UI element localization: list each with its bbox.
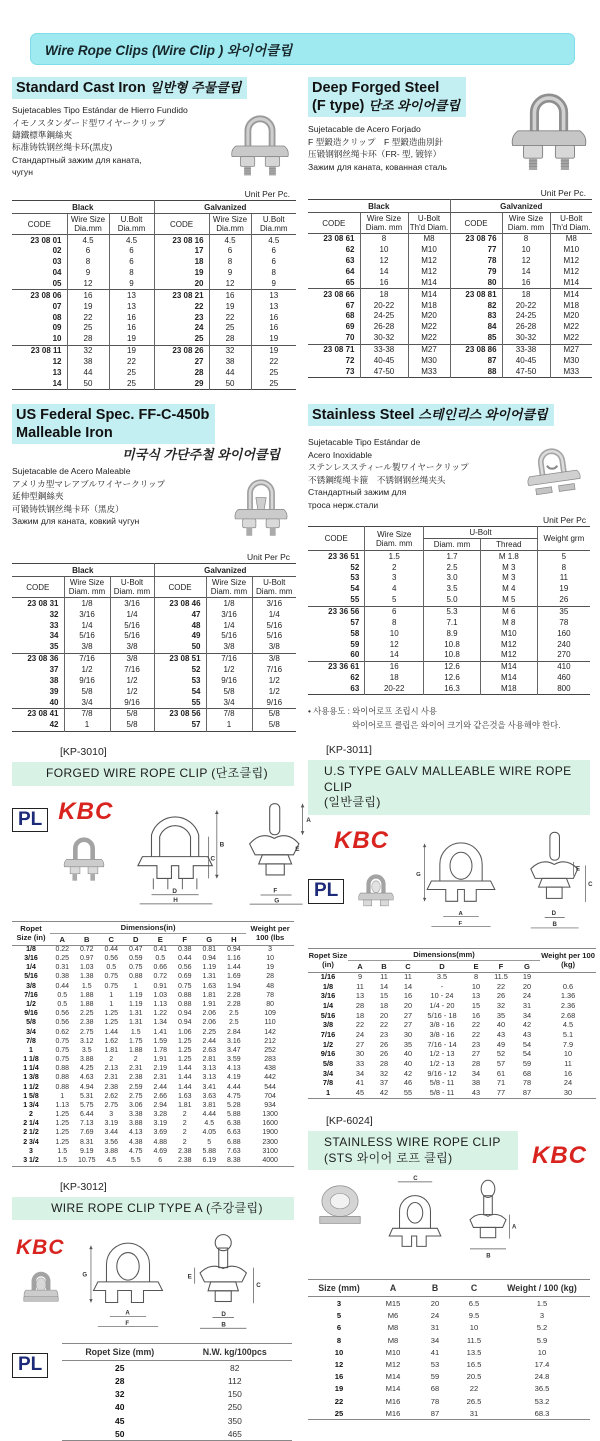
- text-line: Sujetacable de Acero Forjado: [308, 124, 421, 135]
- clip-photo-small: [16, 1260, 66, 1318]
- clip-front-diagram: [372, 1176, 458, 1277]
- column-group-galvanized: Galvanized: [450, 200, 592, 213]
- table-row: 1/2 0.5 1.88 1 1.19 1.13 0.88 1.91 2.28 80: [26, 1001, 274, 1008]
- table-row: 13 44 25 28 44 25: [12, 367, 296, 378]
- bottom-left-column: [8, 734, 312, 1441]
- svg-text:A: A: [512, 1224, 517, 1231]
- col-header-code: CODE: [27, 219, 51, 229]
- svg-text:D: D: [221, 1311, 226, 1319]
- unit-per-pc-label: Unit Per Pc: [247, 552, 290, 563]
- table-row: 7/8 0.75 3.12 1.62 1.75 1.59 1.25 2.44 3.16 212: [26, 1037, 276, 1045]
- col-header-wire-size: Wire Size Diam. mm: [64, 577, 110, 598]
- table-row: 25 82: [115, 1362, 240, 1373]
- table-row: 1 1/8 0.75 3.88 2 2 1.91 1.25 2.81 3.59 283: [23, 1056, 276, 1064]
- kp6024-header: STAINLESS WIRE ROPE CLIP (STS 와이어 로프 클립): [308, 1131, 518, 1170]
- table-row: 54 4 3.5 M 4 19: [308, 584, 590, 595]
- col-header-wire-size: Wire Size Diam. mm: [206, 577, 252, 598]
- table-row: 23 08 66 18 M14 23 08 81 18 M14: [308, 289, 592, 300]
- table-row: 1/16 9 11 11 3.5 8 11.5 19: [320, 972, 532, 982]
- section-standard-cast-iron: [8, 77, 300, 390]
- svg-text:E: E: [187, 1273, 192, 1281]
- text-line: 不锈鋼缆绳卡箍 不锈钢钢丝绳夹头: [308, 474, 446, 485]
- table-row: 23 08 31 1/8 3/16 23 08 46 1/8 3/16: [12, 598, 296, 609]
- kp3012-weight-table: [62, 1343, 292, 1441]
- table-row: 7/16 24 23 30 3/8 - 16 22 43 43 5.1: [320, 1030, 574, 1040]
- section-title: Standard Cast Iron 일반형 주물클립: [12, 77, 247, 99]
- text-line: 延伸型鋼絲夾: [12, 491, 64, 502]
- clip-photo-small: [308, 1176, 372, 1236]
- table-row: 63 12 M12 78 12 M12: [308, 256, 592, 267]
- table-row: 2 1/2 1.25 7.69 3.44 4.13 3.69 2 4.05 6.63 1900: [23, 1129, 278, 1137]
- table-row: 57 8 7.1 M 8 78: [308, 617, 590, 628]
- table-row: 38 9/16 1/2 53 9/16 1/2: [12, 675, 296, 686]
- text-line: Sujetacables Tipo Estándar de Hierro Fundido: [12, 105, 188, 116]
- clip-side-diagram: [184, 1228, 266, 1339]
- standard-cast-iron-table: [12, 200, 296, 390]
- svg-text:B: B: [486, 1253, 491, 1260]
- table-row: 23 08 36 7/16 3/8 23 08 51 7/16 3/8: [12, 653, 296, 664]
- table-row: 45 350: [115, 1415, 242, 1426]
- text-line: чугун: [12, 167, 33, 178]
- table-row: 32 150: [115, 1389, 242, 1400]
- table-row: 58 10 8.9 M10 160: [308, 628, 590, 639]
- table-row: 7/8 41 37 46 5/8 - 11 38 71 78 24: [322, 1078, 573, 1088]
- col-header-wire-size: Wire Size Diam. mm: [360, 213, 408, 234]
- col-header-code: CODE: [154, 577, 206, 598]
- clip-front-diagram: [117, 794, 235, 917]
- table-row: 09 25 16 24 25 16: [12, 323, 296, 334]
- table-row: 63 20-22 16.3 M18 800: [308, 684, 590, 695]
- column-group-black: Black: [308, 200, 450, 213]
- table-row: 34 5/16 5/16 49 5/16 5/16: [12, 631, 296, 642]
- text-line: • 사용용도 : 와이어로프 조립시 사용: [308, 706, 437, 717]
- col-header-ubolt: U.Bolt Dia.mm: [251, 214, 296, 235]
- svg-text:D: D: [172, 887, 178, 895]
- table-row: 23 36 51 1.5 1.7 M 1.8 5: [308, 551, 590, 562]
- table-row: 1 3/8 0.88 4.63 2.31 2.38 2.31 1.44 3.13 4.19 442: [23, 1074, 276, 1082]
- col-header-ubolt: U-Bolt Diam. mm: [252, 577, 296, 598]
- svg-text:C: C: [413, 1176, 418, 1183]
- col-header-dimensions: Dimensions(mm): [348, 948, 540, 960]
- text-line: Sujetacable de Acero Maleable: [12, 466, 131, 477]
- svg-text:A: A: [458, 910, 464, 917]
- table-row: 9/16 30 26 40 1/2 - 13 27 52 54 10: [320, 1049, 573, 1059]
- kp6024-table: [308, 1279, 590, 1420]
- col-header-wire-size: Wire Size Diam. mm: [365, 527, 424, 551]
- table-row: 1/8 0.22 0.72 0.44 0.47 0.41 0.38 0.81 0.94 3: [26, 945, 273, 953]
- table-row: 32 3/16 1/4 47 3/16 1/4: [12, 609, 296, 620]
- text-line: ステンレススティール製ワイヤークリップ: [308, 462, 469, 473]
- product-code-kp3012: [KP-3012]: [60, 1180, 107, 1193]
- svg-text:C: C: [210, 854, 216, 862]
- kp3010-header: FORGED WIRE ROPE CLIP (단조클립): [12, 762, 294, 786]
- section-description: [12, 104, 188, 187]
- section-title: Deep Forged Steel (F type) 단조 와이어클립: [308, 77, 466, 117]
- text-line: Зажим для каната, кованная сталь: [308, 161, 447, 172]
- table-row: 1 1/2 0.88 4.94 2.38 2.59 2.44 1.44 3.41 4.44 544: [23, 1083, 276, 1091]
- table-row: 50 465: [115, 1428, 242, 1439]
- kp3012-figures: [12, 1228, 294, 1339]
- svg-text:F: F: [125, 1321, 130, 1328]
- table-row: 2 3/4 1.25 8.31 3.56 4.38 4.88 2 5 6.88 2300: [23, 1138, 278, 1146]
- table-row: 3/8 0.44 1.5 0.75 1 0.91 0.75 1.63 1.94 48: [26, 982, 274, 990]
- svg-text:B: B: [219, 841, 225, 849]
- table-row: 5/16 0.38 1.38 0.75 0.88 0.72 0.69 1.31 1.69 28: [24, 973, 274, 981]
- table-row: 04 9 8 19 9 8: [12, 268, 296, 279]
- table-row: 02 6 6 17 6 6: [12, 246, 296, 257]
- table-row: 2 1.25 6.44 3 3.38 3.28 2 4.44 5.88 1300: [29, 1111, 278, 1119]
- kbc-logo: KBC: [334, 826, 389, 854]
- table-row: 1/4 0.31 1.03 0.5 0.75 0.66 0.56 1.19 1.44 19: [26, 964, 274, 972]
- section-description: [12, 465, 165, 550]
- svg-text:B: B: [221, 1321, 226, 1329]
- col-header-diam: Diam. mm: [424, 539, 481, 551]
- text-line: 와이어로프 클립은 와이어 크기와 같은것을 사용해야 한다.: [352, 719, 561, 730]
- table-row: 52 2 2.5 M 3 8: [308, 562, 590, 573]
- pl-logo: PL: [12, 808, 48, 833]
- col-header-code: CODE: [26, 582, 50, 592]
- col-header-ubolt: U-Bolt: [424, 527, 538, 539]
- table-row: 23 08 11 32 19 23 08 26 32 19: [12, 345, 296, 356]
- text-line: F 型鍛造クリップ F 型鍛造曲別針: [308, 136, 444, 147]
- col-header-wire-size: Wire Size Diam. mm: [502, 213, 550, 234]
- col-header-c: C: [454, 1280, 494, 1297]
- table-row: 1 5/8 1 5.31 2.62 2.75 2.66 1.63 3.63 4.75 704: [23, 1092, 276, 1100]
- table-row: 3 M15 20 6.5 1.5: [336, 1299, 548, 1309]
- section-title-korean: 미국식 가단주철 와이어클립: [122, 447, 280, 463]
- col-header-wire-size: Wire Size Dia.mm: [67, 214, 109, 235]
- table-row: 22 M16 78 26.5 53.2: [334, 1396, 550, 1406]
- section-description: [308, 436, 469, 513]
- text-line: Стандартный зажим для каната,: [12, 154, 142, 165]
- product-code-kp3011: [KP-3011]: [326, 743, 372, 756]
- section-stainless-steel: [300, 404, 592, 732]
- col-header-a: A: [370, 1280, 416, 1297]
- svg-text:G: G: [416, 871, 422, 878]
- kbc-logo: KBC: [16, 1236, 65, 1260]
- table-row: 08 22 16 23 22 16: [12, 312, 296, 323]
- wire-rope-clip-photo: [516, 436, 590, 513]
- column-group-black: Black: [12, 201, 154, 214]
- kp3011-header: U.S TYPE GALV MALLEABLE WIRE ROPE CLIP (일반클립): [308, 760, 590, 815]
- clip-photo-small: [58, 826, 110, 888]
- table-row: 23 36 56 6 5.3 M 6 35: [308, 606, 590, 617]
- col-header-b: B: [416, 1280, 454, 1297]
- wire-rope-clip-photo: [228, 465, 294, 550]
- stainless-steel-table: [308, 526, 590, 695]
- table-row: 65 16 M14 80 16 M14: [308, 277, 592, 288]
- table-row: 40 3/4 9/16 55 3/4 9/16: [12, 697, 296, 708]
- col-header-size: Size (mm): [308, 1280, 370, 1297]
- svg-text:E: E: [295, 845, 300, 853]
- table-row: 60 14 10.8 M12 270: [308, 650, 590, 661]
- page-title-banner: Wire Rope Clips (Wire Clip ) 와이어클립: [30, 33, 575, 65]
- table-row: 23 08 41 7/8 5/8 23 08 56 7/8 5/8: [12, 709, 296, 720]
- svg-text:G: G: [274, 896, 280, 904]
- table-row: 62 18 12.6 M14 460: [308, 673, 590, 684]
- kbc-logo: KBC: [532, 1142, 587, 1170]
- column-group-black: Black: [12, 564, 154, 577]
- svg-text:F: F: [273, 886, 278, 894]
- table-row: 9/16 0.56 2.25 1.25 1.31 1.22 0.94 2.06 2.5 109: [24, 1010, 276, 1018]
- kp3010-dimensions-table: Ropet Size (in) Dimensions(in) Weight per 100 (lbs A B C D E F G H 1/8 0.22 0.72 0.44 0.47 0.41 0.38 0.81 0.94 3 3/16 0.25 0.97 0.56 0.59 0.5 0.44 0.94 1.16 10 1/4 0.31 1.03 0.5 0.75 0.66 0.56 1.19 1.44 19 5/16 0.38 1.38 0.75 0.88 0.72 0.69 1.31 1.69 28 3/8 0.44 1.5 0.75 1 0.91 0.75 1.63 1.94 48 7/16 0.5 1.88 1 1.19 1.03 0.88 1.81 2.28 78 1/2 0.5 1.88 1 1.19 1.13 0.88 1.91 2.28 80 9/16 0.56 2.25 1.25 1.31 1.22 0.94 2.06 2.5 109 5/8 0.56 2.38 1.25 1.31 1.34 0.94 2.06 2.5 110 3/4 0.62 2.75 1.44 1.5 1.41 1.06 2.25 2.84 142 7/8 0.75 3.12 1.62 1.75 1.59 1.25 2.44 3.16 212 1 0.75 3.5 1.81 1.88 1.78 1.25 2.63 3.47 252 1 1/8 0.75 3.88 2 2 1.91 1.25 2.81 3.59 283 1 1/4 0.88 4.25 2.13 2.31 2.19 1.44 3.13 4.13 438 1 3/8 0.88 4.63 2.31 2.38 2.31 1.44 3.13 4.19 442 1 1/2 0.88 4.94 2.38 2.59 2.44 1.44 3.41 4.44 544 1 5/8 1 5.31 2.62 2.75 2.66 1.63 3.63 4.75 704 1 3/4 1.13 5.75 2.75 3.06 2.94 1.81 3.81 5.28 934 2 1.25 6.44 3 3.38 3.28 2 4.44 5.88 1300 2 1/4 1.25 7.13 3.19 3.88 3.19 2 4.5 6.38 1600 2 1/2 1.25 7.69 3.44 4.13 3.69 2 4.05 6.63 1900 2 3/4 1.25 8.31 3.56 4.38 4.88 2 5 6.88 2300 3 1.5 9.19 3.88 4.75 4.69 2.38 5.88 7.63 3100 3 1/2 1.5 10.75 4.5 5.5 6 2.38 6.19 8.38 4000: [12, 921, 294, 1167]
- section-deep-forged-steel: [300, 77, 592, 390]
- wire-rope-clip-photo: [508, 77, 590, 186]
- col-header-dimensions: Dimensions(in): [50, 921, 246, 933]
- text-line: троса нерж.стали: [308, 499, 379, 510]
- table-row: 1/2 27 26 35 7/16 - 14 23 49 54 7.9: [322, 1039, 574, 1049]
- svg-text:C: C: [588, 880, 593, 888]
- table-row: 23 08 01 4.5 4.5 23 08 16 4.5 4.5: [12, 235, 296, 246]
- col-header-ubolt: U-Bolt Diam. mm: [110, 577, 154, 598]
- svg-text:D: D: [551, 909, 557, 917]
- text-line: Sujetacable Tipo Estándar de: [308, 437, 421, 448]
- table-row: 59 12 10.8 M12 240: [308, 639, 590, 650]
- table-row: 2 1/4 1.25 7.13 3.19 3.88 3.19 2 4.5 6.38 1600: [23, 1120, 278, 1128]
- us-federal-table: [12, 563, 296, 731]
- wire-rope-clip-photo: [226, 104, 294, 187]
- table-row: 3/4 0.62 2.75 1.44 1.5 1.41 1.06 2.25 2.84 142: [26, 1028, 276, 1036]
- col-header-rope-size: Ropet Size (in): [308, 951, 348, 970]
- kbc-logo: KBC: [58, 797, 114, 825]
- table-row: 19 M14 68 22 36.5: [334, 1384, 550, 1394]
- table-row: 10 M10 41 13.5 10: [334, 1347, 547, 1357]
- pl-logo: PL: [308, 879, 344, 904]
- section-us-federal: [8, 404, 300, 732]
- deep-forged-steel-table: [308, 199, 592, 378]
- clip-side-diagram: [458, 1176, 518, 1277]
- table-row: 40 250: [115, 1402, 242, 1413]
- table-row: 28 112: [115, 1376, 242, 1387]
- col-header-code: CODE: [324, 534, 348, 544]
- table-row: 1/8 11 14 14 - 10 22 20 0.6: [322, 981, 574, 991]
- kp3011-dimensions-table: Ropet Size (in) Dimensions(mm) Weight per 100 (kg) A B C D E F G 1/16 9 11 11 3.5 8 11.5 19 1/8 11 14 14 - 10 22 20 0.6 3/16 13 15 16 10 - 24 13 26 24 1.36 1/4 28 18 20 1/4 - 20 15 32 31 2.36 5/16 18 20 27 5/16 - 18 16 35 34 2.68 3/8 22 22 27 3/8 - 16 22 40 42 4.5 7/16 24 23 30 3/8 - 16 22 43 43 5.1 1/2 27 26 35 7/16 - 14 23 49 54 7.9 9/16 30 26 40 1/2 - 13 27 52 54 10 5/8 33 28 40 1/2 - 13 28 57 59 11 3/4 34 32 42 9/16 - 12 34 61 68 16 7/8 41 37 46 5/8 - 11 38 71 78 24 1 45 42 55 5/8 - 11 43 77 87 30: [308, 948, 596, 1100]
- table-row: 3 1.5 9.19 3.88 4.75 4.69 2.38 5.88 7.63 3100: [29, 1147, 278, 1155]
- table-row: 10 28 19 25 28 19: [12, 334, 296, 345]
- column-group-galvanized: Galvanized: [154, 564, 296, 577]
- col-header-weight: Weight per 100 (kg): [541, 951, 595, 970]
- table-row: 68 24-25 M20 83 24-25 M20: [308, 311, 592, 322]
- section-title: US Federal Spec. FF-C-450b Malleable Iron: [12, 404, 215, 444]
- table-row: 35 3/8 3/8 50 3/8 3/8: [12, 642, 296, 653]
- table-row: 23 08 71 33-38 M27 23 08 86 33-38 M27: [308, 344, 592, 355]
- text-line: 标准铸铁钢丝绳卡环(黑皮): [12, 142, 113, 153]
- table-row: 16 M14 59 20.5 24.8: [334, 1372, 550, 1382]
- table-row: 14 50 25 29 50 25: [12, 378, 296, 389]
- table-row: 67 20-22 M18 82 20-22 M18: [308, 300, 592, 311]
- section-description: [308, 123, 466, 173]
- table-row: 62 10 M10 77 10 M10: [308, 245, 592, 256]
- svg-text:A: A: [125, 1310, 130, 1317]
- table-row: 5/16 18 20 27 5/16 - 18 16 35 34 2.68: [320, 1010, 576, 1020]
- table-row: 6 M8 31 10 5.2: [336, 1323, 548, 1333]
- kp3010-figures: [12, 794, 312, 917]
- table-row: 64 14 M12 79 14 M12: [308, 267, 592, 278]
- table-row: 73 47-50 M33 88 47-50 M33: [308, 366, 592, 377]
- table-row: 3 1/2 1.5 10.75 4.5 5.5 6 2.38 6.19 8.38 4000: [23, 1156, 278, 1164]
- clip-front-diagram: [72, 1228, 184, 1339]
- col-header-weight: Weight / 100 (kg): [494, 1280, 590, 1297]
- text-line: イモノスタンダード型ワイヤークリップ: [12, 117, 166, 128]
- svg-text:C: C: [256, 1282, 261, 1290]
- table-row: 3/16 13 15 16 10 - 24 13 26 24 1.36: [320, 991, 576, 1001]
- col-header-code: CODE: [154, 214, 209, 235]
- top-row: [0, 77, 600, 390]
- table-row: 3/8 22 22 27 3/8 - 16 22 40 42 4.5: [322, 1020, 574, 1030]
- unit-per-pc-label: Unit Per Pc.: [540, 188, 586, 198]
- product-code-kp6024: [KP-6024]: [326, 1115, 373, 1128]
- table-row: 7/16 0.5 1.88 1 1.19 1.03 0.88 1.81 2.28 78: [24, 991, 274, 999]
- table-row: 1 45 42 55 5/8 - 11 43 77 87 30: [325, 1088, 573, 1098]
- col-header-code: CODE: [450, 213, 502, 234]
- col-header-weight: Weight per 100 (lbs: [250, 924, 290, 943]
- usage-note: [308, 705, 590, 732]
- text-line: 压锻钢钢丝绳卡环（FR- 型, 镀锌）: [308, 149, 442, 160]
- svg-text:E: E: [576, 865, 581, 873]
- col-header-rope-size: Ropet Size (mm): [62, 1344, 177, 1361]
- text-line: 鑄鐵標準鋼絲夾: [12, 130, 73, 141]
- table-row: 3/4 34 32 42 9/16 - 12 34 61 68 16: [322, 1068, 573, 1078]
- table-row: 23 08 61 8 M8 23 08 76 8 M8: [308, 234, 592, 245]
- text-line: 可锻铸铁钢丝绳卡环（黑皮）: [12, 503, 124, 514]
- table-row: 03 8 6 18 8 6: [12, 257, 296, 268]
- table-row: 1 3/4 1.13 5.75 2.75 3.06 2.94 1.81 3.81 5.28 934: [23, 1101, 276, 1109]
- text-line: Acero Inoxidable: [308, 449, 373, 460]
- table-row: 55 5 5.0 M 5 26: [308, 595, 590, 606]
- kp3011-figures: [308, 823, 593, 944]
- table-row: 12 38 22 27 38 22: [12, 357, 296, 368]
- table-row: 1/4 28 18 20 1/4 - 20 15 32 31 2.36: [322, 1001, 576, 1011]
- col-header-rope-size: Ropet Size (in): [16, 924, 46, 943]
- svg-text:H: H: [173, 896, 179, 904]
- section-title: Stainless Steel 스테인리스 와이어클립: [308, 404, 554, 426]
- table-row: 72 40-45 M30 87 40-45 M30: [308, 355, 592, 366]
- table-row: 23 36 61 16 12.6 M14 410: [308, 661, 590, 672]
- bottom-right-column: [300, 734, 595, 1441]
- text-line: アメリカ型マレアブルワイヤークリップ: [12, 478, 166, 489]
- table-row: 53 3 3.0 M 3 11: [308, 573, 590, 584]
- unit-per-pc-label: Unit Per Pc: [543, 515, 586, 526]
- bottom-row: [0, 734, 600, 1441]
- product-code-kp3010: [KP-3010]: [60, 745, 107, 758]
- col-header-weight: Weight grm: [537, 527, 590, 551]
- table-row: 5/8 33 28 40 1/2 - 13 28 57 59 11: [322, 1059, 572, 1069]
- table-row: 1 1/4 0.88 4.25 2.13 2.31 2.19 1.44 3.13 4.13 438: [23, 1065, 276, 1073]
- unit-per-pc-label: Unit Per Pc.: [244, 189, 290, 200]
- table-row: 1 0.75 3.5 1.81 1.88 1.78 1.25 2.63 3.47 252: [29, 1046, 276, 1054]
- table-row: 37 1/2 7/16 52 1/2 7/16: [12, 665, 296, 676]
- table-row: 8 M8 34 11.5 5.9: [336, 1335, 548, 1345]
- table-row: 12 M12 53 16.5 17.4: [334, 1360, 550, 1370]
- col-header-thread: Thread: [480, 539, 537, 551]
- kp3012-header: WIRE ROPE CLIP TYPE A (주강클립): [12, 1197, 294, 1221]
- col-header-ubolt: U-Bolt Th'd Diam.: [550, 213, 592, 234]
- svg-text:F: F: [458, 920, 463, 927]
- table-row: 07 19 13 22 19 13: [12, 301, 296, 312]
- table-row: 69 26-28 M22 84 26-28 M22: [308, 322, 592, 333]
- table-row: 70 30-32 M22 85 30-32 M22: [308, 333, 592, 344]
- col-header-ubolt: U-Bolt Th'd Diam.: [409, 214, 449, 232]
- svg-text:B: B: [552, 920, 558, 928]
- col-header-ubolt: U.Bolt Dia.mm: [109, 214, 154, 235]
- col-header-net-weight: N.W. kg/100pcs: [177, 1344, 292, 1361]
- table-row: 25 M16 87 31 68.3: [334, 1408, 550, 1418]
- middle-row: [0, 404, 600, 732]
- table-row: 3/16 0.25 0.97 0.56 0.59 0.5 0.44 0.94 1.16 10: [24, 955, 274, 963]
- svg-text:A: A: [306, 816, 312, 824]
- col-header-code: CODE: [322, 218, 346, 228]
- table-row: 5 M6 24 9.5 3: [336, 1311, 545, 1321]
- table-row: 39 5/8 1/2 54 5/8 1/2: [12, 686, 296, 697]
- table-row: 23 08 06 16 13 23 08 21 16 13: [12, 290, 296, 301]
- svg-text:G: G: [82, 1272, 88, 1279]
- table-row: 05 12 9 20 12 9: [12, 279, 296, 290]
- table-row: 33 1/4 5/16 48 1/4 5/16: [12, 620, 296, 631]
- col-header-wire-size: Wire Size Dia.mm: [209, 214, 251, 235]
- kp6024-figures: [308, 1176, 590, 1277]
- text-line: Зажим для каната, ковкий чугун: [12, 516, 140, 527]
- clip-side-diagram: [516, 823, 596, 944]
- table-row: 42 1 5/8 57 1 5/8: [12, 720, 296, 731]
- table-row: 5/8 0.56 2.38 1.25 1.31 1.34 0.94 2.06 2.5 110: [26, 1019, 276, 1027]
- clip-front-diagram: [406, 823, 516, 944]
- clip-photo-small: [352, 863, 400, 921]
- pl-logo: PL: [12, 1353, 48, 1378]
- text-line: Стандартный зажим для: [308, 487, 407, 498]
- column-group-galvanized: Galvanized: [154, 201, 296, 214]
